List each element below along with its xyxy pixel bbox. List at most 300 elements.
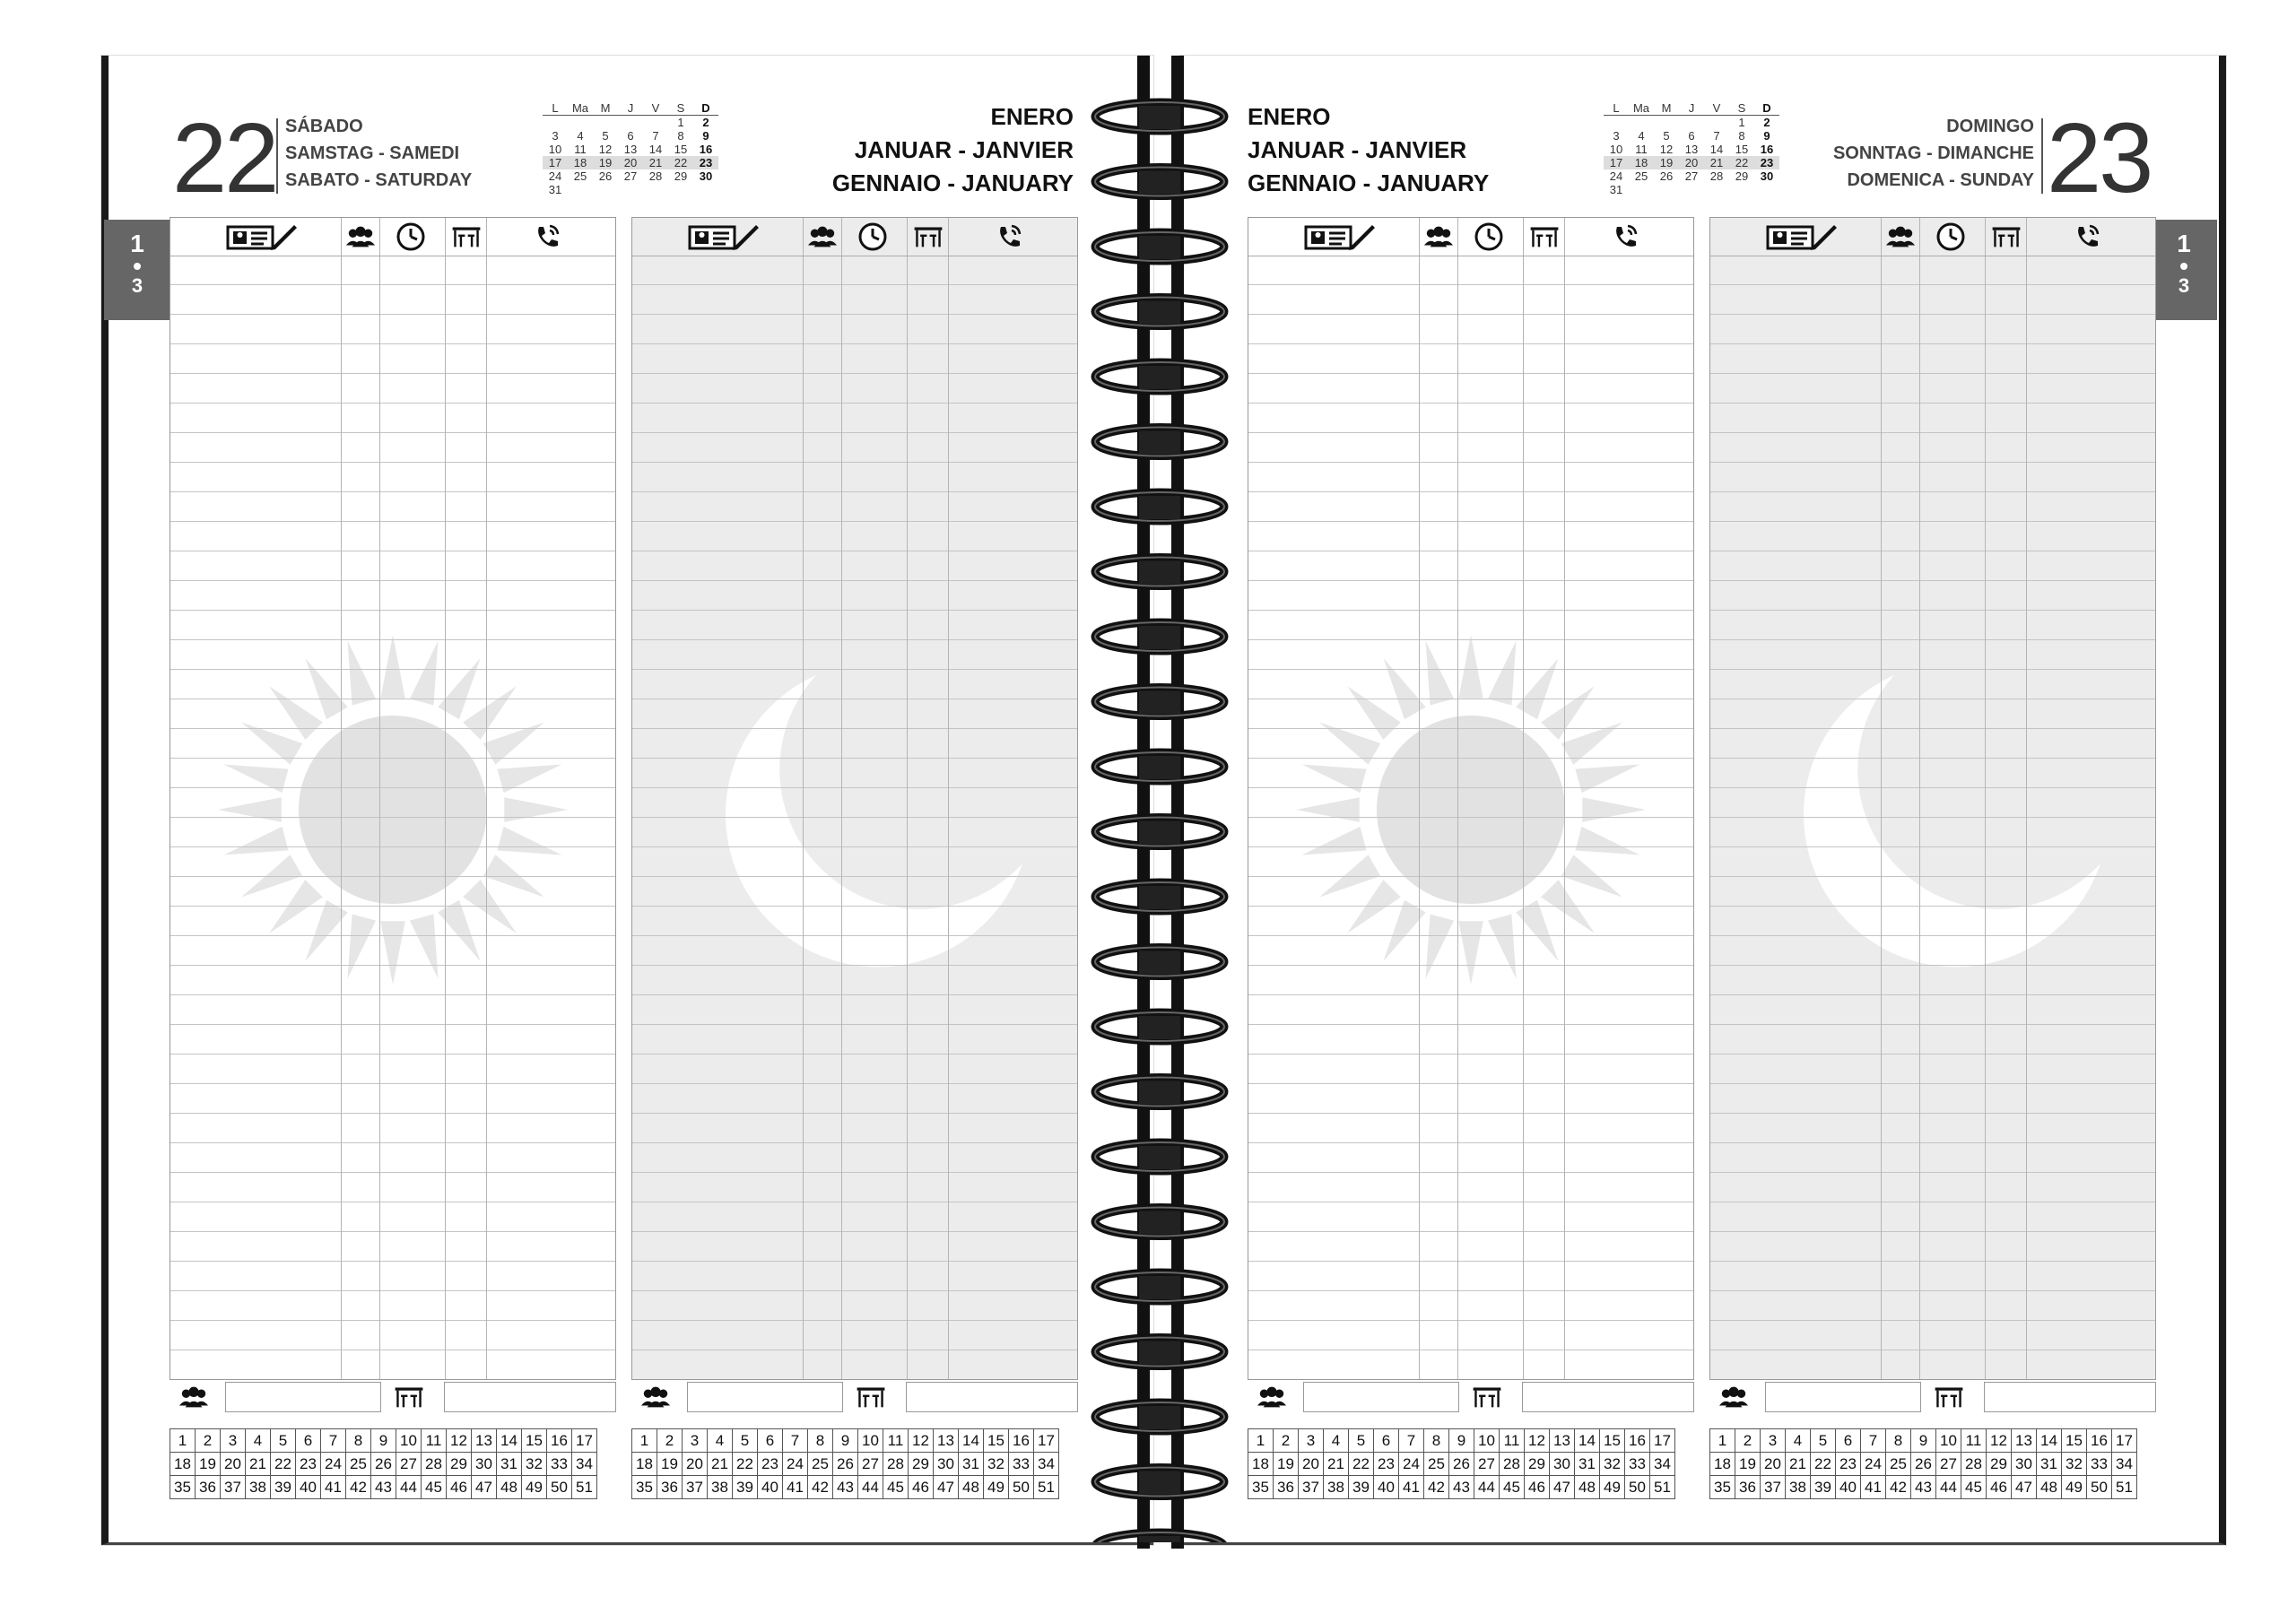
mini-cal-day: 17 <box>543 156 568 169</box>
number-cell[interactable]: 47 <box>2012 1476 2037 1499</box>
number-cell[interactable]: 40 <box>1374 1476 1399 1499</box>
number-cell[interactable]: 43 <box>371 1476 396 1499</box>
number-cell[interactable]: 4 <box>708 1429 733 1453</box>
mini-cal-day <box>568 116 593 130</box>
number-cell[interactable]: 45 <box>1500 1476 1525 1499</box>
meal-field[interactable] <box>1984 1382 2156 1412</box>
spiral-ring <box>1095 622 1224 651</box>
mini-cal-day: 11 <box>1635 143 1648 156</box>
number-cell[interactable]: 41 <box>783 1476 808 1499</box>
number-cell[interactable]: 10 <box>1474 1429 1500 1453</box>
number-cell[interactable]: 13 <box>2012 1429 2037 1453</box>
mini-cal-day: 17 <box>1604 156 1629 169</box>
number-cell[interactable]: 11 <box>422 1429 447 1453</box>
number-cell[interactable]: 40 <box>296 1476 321 1499</box>
guests-field[interactable] <box>687 1382 843 1412</box>
number-cell[interactable]: 16 <box>547 1429 572 1453</box>
number-cell[interactable]: 47 <box>934 1476 959 1499</box>
number-cell[interactable]: 33 <box>1009 1453 1034 1476</box>
ruled-lines <box>632 256 1077 1379</box>
number-cell[interactable]: 21 <box>708 1453 733 1476</box>
number-cell[interactable]: 15 <box>1600 1429 1625 1453</box>
number-cell[interactable]: 42 <box>1424 1476 1449 1499</box>
number-cell[interactable]: 49 <box>522 1476 547 1499</box>
number-cell[interactable]: 24 <box>1861 1453 1886 1476</box>
number-cell[interactable]: 29 <box>1525 1453 1550 1476</box>
spiral-ring <box>1095 1532 1224 1542</box>
number-cell[interactable]: 14 <box>1575 1429 1600 1453</box>
day-number-right: 23 <box>2047 103 2152 213</box>
number-cell[interactable]: 27 <box>1474 1453 1500 1476</box>
column-separator <box>1985 218 1986 1379</box>
mini-cal-day <box>1654 183 1679 196</box>
number-cell[interactable]: 12 <box>447 1429 472 1453</box>
number-cell[interactable]: 5 <box>1811 1429 1836 1453</box>
mini-cal-day: 24 <box>1609 169 1623 183</box>
number-cell[interactable]: 22 <box>1349 1453 1374 1476</box>
number-cell[interactable]: 46 <box>447 1476 472 1499</box>
number-cell[interactable]: 50 <box>547 1476 572 1499</box>
number-cell[interactable]: 22 <box>1811 1453 1836 1476</box>
number-cell[interactable]: 16 <box>1625 1429 1650 1453</box>
number-cell[interactable]: 23 <box>1836 1453 1861 1476</box>
meal-field[interactable] <box>444 1382 616 1412</box>
number-cell[interactable]: 2 <box>1735 1429 1761 1453</box>
mini-cal-day: 9 <box>1763 129 1770 143</box>
number-cell[interactable]: 30 <box>472 1453 497 1476</box>
number-cell[interactable]: 41 <box>321 1476 346 1499</box>
number-cell[interactable]: 46 <box>1525 1476 1550 1499</box>
meal-table-icon <box>1529 221 1560 252</box>
number-cell[interactable]: 4 <box>246 1429 271 1453</box>
mini-calendar-left <box>543 101 718 196</box>
number-cell[interactable]: 28 <box>422 1453 447 1476</box>
number-cell[interactable]: 12 <box>909 1429 934 1453</box>
number-cell[interactable]: 27 <box>396 1453 422 1476</box>
spiral-binding <box>1083 90 1236 1542</box>
month-names-right <box>1248 100 1489 200</box>
number-cell[interactable]: 26 <box>1911 1453 1936 1476</box>
number-cell[interactable]: 11 <box>883 1429 909 1453</box>
number-cell[interactable]: 48 <box>1575 1476 1600 1499</box>
number-grid <box>631 1428 1059 1499</box>
number-cell[interactable]: 14 <box>497 1429 522 1453</box>
number-cell[interactable]: 34 <box>1034 1453 1059 1476</box>
number-grid <box>1709 1428 2137 1499</box>
number-cell[interactable]: 11 <box>1500 1429 1525 1453</box>
footer-row <box>1248 1382 1692 1412</box>
mini-cal-day: 27 <box>623 169 638 183</box>
number-cell[interactable]: 21 <box>1324 1453 1349 1476</box>
mini-cal-header: L <box>1604 101 1629 116</box>
number-cell[interactable]: 19 <box>1735 1453 1761 1476</box>
number-cell[interactable]: 18 <box>632 1453 657 1476</box>
number-cell[interactable]: 35 <box>1248 1476 1274 1499</box>
guests-field[interactable] <box>1303 1382 1459 1412</box>
number-cell[interactable]: 49 <box>984 1476 1009 1499</box>
day-name-it-en: DOMENICA - SUNDAY <box>1847 170 2034 190</box>
number-cell[interactable]: 6 <box>1836 1429 1861 1453</box>
number-cell[interactable]: 1 <box>170 1429 196 1453</box>
mini-cal-day: 7 <box>1713 129 1720 143</box>
number-cell[interactable]: 12 <box>1525 1429 1550 1453</box>
number-cell[interactable]: 8 <box>1424 1429 1449 1453</box>
mini-cal-header: S <box>1729 101 1754 116</box>
number-cell[interactable]: 43 <box>1911 1476 1936 1499</box>
mini-cal-day: 16 <box>699 143 713 156</box>
number-cell[interactable]: 15 <box>984 1429 1009 1453</box>
column-header <box>632 218 1077 256</box>
number-cell[interactable]: 44 <box>1474 1476 1500 1499</box>
group-icon <box>640 1382 671 1412</box>
number-cell[interactable]: 20 <box>683 1453 708 1476</box>
mini-calendar-right <box>1604 101 1779 196</box>
number-cell[interactable]: 7 <box>321 1429 346 1453</box>
number-cell[interactable]: 26 <box>1449 1453 1474 1476</box>
meal-table-icon <box>856 1382 886 1412</box>
number-cell[interactable]: 2 <box>657 1429 683 1453</box>
number-cell[interactable]: 1 <box>632 1429 657 1453</box>
number-cell[interactable]: 18 <box>170 1453 196 1476</box>
number-cell[interactable]: 38 <box>246 1476 271 1499</box>
number-cell[interactable]: 45 <box>1961 1476 1987 1499</box>
number-cell[interactable]: 33 <box>1625 1453 1650 1476</box>
number-cell[interactable]: 3 <box>683 1429 708 1453</box>
number-cell[interactable]: 4 <box>1324 1429 1349 1453</box>
number-cell[interactable]: 13 <box>934 1429 959 1453</box>
mini-cal-day <box>568 183 593 196</box>
number-cell[interactable]: 8 <box>808 1429 833 1453</box>
number-cell[interactable]: 23 <box>758 1453 783 1476</box>
number-cell[interactable]: 32 <box>522 1453 547 1476</box>
ruled-lines <box>1710 256 2155 1379</box>
column-separator <box>841 218 842 1379</box>
number-cell[interactable]: 10 <box>1936 1429 1961 1453</box>
number-cell[interactable]: 14 <box>959 1429 984 1453</box>
number-cell[interactable]: 9 <box>1449 1429 1474 1453</box>
mini-cal-day: 23 <box>1754 156 1779 169</box>
number-cell[interactable]: 5 <box>271 1429 296 1453</box>
number-cell[interactable]: 17 <box>1650 1429 1675 1453</box>
column-separator <box>1523 218 1524 1379</box>
month-name-it-en: GENNAIO - JANUARY <box>831 169 1074 196</box>
mini-cal-day <box>618 116 643 130</box>
number-cell[interactable]: 36 <box>657 1476 683 1499</box>
number-cell[interactable]: 39 <box>733 1476 758 1499</box>
guests-field[interactable] <box>1765 1382 1921 1412</box>
number-cell[interactable]: 30 <box>1550 1453 1575 1476</box>
column-separator <box>907 218 908 1379</box>
clock-icon <box>1935 221 1966 252</box>
number-cell[interactable]: 44 <box>396 1476 422 1499</box>
number-cell[interactable]: 19 <box>1274 1453 1299 1476</box>
number-cell[interactable]: 18 <box>1710 1453 1735 1476</box>
number-grid <box>1248 1428 1675 1499</box>
number-cell[interactable]: 36 <box>1274 1476 1299 1499</box>
number-cell[interactable]: 33 <box>2087 1453 2112 1476</box>
number-cell[interactable]: 51 <box>572 1476 597 1499</box>
number-cell[interactable]: 43 <box>1449 1476 1474 1499</box>
number-cell[interactable]: 39 <box>271 1476 296 1499</box>
number-cell[interactable]: 51 <box>2112 1476 2137 1499</box>
number-cell[interactable]: 4 <box>1786 1429 1811 1453</box>
number-cell[interactable]: 6 <box>296 1429 321 1453</box>
number-cell[interactable]: 19 <box>657 1453 683 1476</box>
group-icon <box>178 1382 209 1412</box>
mini-cal-day: 6 <box>1688 129 1695 143</box>
number-cell[interactable]: 28 <box>883 1453 909 1476</box>
number-cell[interactable]: 50 <box>1625 1476 1650 1499</box>
number-cell[interactable]: 28 <box>1961 1453 1987 1476</box>
mini-cal-header: S <box>668 101 693 116</box>
number-cell[interactable]: 1 <box>1248 1429 1274 1453</box>
number-cell[interactable]: 33 <box>547 1453 572 1476</box>
number-cell[interactable]: 47 <box>472 1476 497 1499</box>
number-cell[interactable]: 38 <box>708 1476 733 1499</box>
number-cell[interactable]: 15 <box>522 1429 547 1453</box>
number-cell[interactable]: 36 <box>1735 1476 1761 1499</box>
number-cell[interactable]: 20 <box>1761 1453 1786 1476</box>
number-cell[interactable]: 16 <box>2087 1429 2112 1453</box>
number-cell[interactable]: 31 <box>2037 1453 2062 1476</box>
number-cell[interactable]: 51 <box>1650 1476 1675 1499</box>
number-cell[interactable]: 29 <box>1987 1453 2012 1476</box>
number-cell[interactable]: 8 <box>1886 1429 1911 1453</box>
number-cell[interactable]: 36 <box>196 1476 221 1499</box>
group-icon <box>345 221 376 252</box>
spiral-ring <box>1095 882 1224 911</box>
number-cell[interactable]: 13 <box>1550 1429 1575 1453</box>
number-cell[interactable]: 35 <box>170 1476 196 1499</box>
number-cell[interactable]: 42 <box>346 1476 371 1499</box>
mini-cal-header: Ma <box>568 101 593 116</box>
number-cell[interactable]: 15 <box>2062 1429 2087 1453</box>
number-cell[interactable]: 45 <box>422 1476 447 1499</box>
number-cell[interactable]: 31 <box>959 1453 984 1476</box>
number-cell[interactable]: 25 <box>346 1453 371 1476</box>
number-cell[interactable]: 9 <box>371 1429 396 1453</box>
mini-cal-day: 19 <box>593 156 618 169</box>
mini-cal-day: 25 <box>1634 169 1648 183</box>
number-cell[interactable]: 43 <box>833 1476 858 1499</box>
number-cell[interactable]: 7 <box>783 1429 808 1453</box>
meal-table-icon <box>1934 1382 1964 1412</box>
number-cell[interactable]: 47 <box>1550 1476 1575 1499</box>
number-cell[interactable]: 6 <box>1374 1429 1399 1453</box>
number-cell[interactable]: 5 <box>1349 1429 1374 1453</box>
number-cell[interactable]: 28 <box>1500 1453 1525 1476</box>
mini-cal-day <box>1704 116 1729 130</box>
clock-icon <box>857 221 888 252</box>
number-cell[interactable]: 21 <box>246 1453 271 1476</box>
number-cell[interactable]: 13 <box>472 1429 497 1453</box>
mini-cal-day <box>693 183 718 196</box>
number-cell[interactable]: 49 <box>2062 1476 2087 1499</box>
mini-cal-day: 23 <box>693 156 718 169</box>
number-cell[interactable]: 11 <box>1961 1429 1987 1453</box>
mini-cal-day <box>543 116 568 130</box>
number-cell[interactable]: 41 <box>1399 1476 1424 1499</box>
number-cell[interactable]: 34 <box>1650 1453 1675 1476</box>
number-cell[interactable]: 12 <box>1987 1429 2012 1453</box>
number-cell[interactable]: 31 <box>1575 1453 1600 1476</box>
number-cell[interactable]: 37 <box>683 1476 708 1499</box>
number-cell[interactable]: 27 <box>1936 1453 1961 1476</box>
number-cell[interactable]: 32 <box>1600 1453 1625 1476</box>
number-cell[interactable]: 27 <box>858 1453 883 1476</box>
mini-cal-day: 13 <box>623 143 638 156</box>
phone-icon <box>1610 221 1640 252</box>
number-cell[interactable]: 24 <box>321 1453 346 1476</box>
number-cell[interactable]: 17 <box>1034 1429 1059 1453</box>
mini-cal-header: Ma <box>1629 101 1654 116</box>
number-cell[interactable]: 51 <box>1034 1476 1059 1499</box>
number-cell[interactable]: 14 <box>2037 1429 2062 1453</box>
mini-cal-day: 2 <box>1763 116 1770 129</box>
number-cell[interactable]: 50 <box>2087 1476 2112 1499</box>
mini-cal-day <box>1754 183 1779 196</box>
number-cell[interactable]: 39 <box>1349 1476 1374 1499</box>
number-cell[interactable]: 44 <box>858 1476 883 1499</box>
number-cell[interactable]: 46 <box>909 1476 934 1499</box>
number-cell[interactable]: 29 <box>909 1453 934 1476</box>
number-cell[interactable]: 25 <box>808 1453 833 1476</box>
number-cell[interactable]: 8 <box>346 1429 371 1453</box>
number-cell[interactable]: 32 <box>2062 1453 2087 1476</box>
number-cell[interactable]: 10 <box>858 1429 883 1453</box>
mini-cal-day: 1 <box>677 116 684 129</box>
number-cell[interactable]: 17 <box>572 1429 597 1453</box>
meal-field[interactable] <box>906 1382 1078 1412</box>
number-cell[interactable]: 7 <box>1399 1429 1424 1453</box>
number-cell[interactable]: 10 <box>396 1429 422 1453</box>
ruled-lines <box>1248 256 1693 1379</box>
number-cell[interactable]: 5 <box>733 1429 758 1453</box>
number-cell[interactable]: 9 <box>833 1429 858 1453</box>
number-cell[interactable]: 6 <box>758 1429 783 1453</box>
mini-cal-day: 13 <box>1684 143 1699 156</box>
number-cell[interactable]: 34 <box>2112 1453 2137 1476</box>
spiral-ring <box>1095 492 1224 521</box>
spiral-ring <box>1095 168 1224 196</box>
number-cell[interactable]: 32 <box>984 1453 1009 1476</box>
month-name-it-en: GENNAIO - JANUARY <box>1248 169 1490 196</box>
column-separator <box>1419 218 1420 1379</box>
number-cell[interactable]: 22 <box>271 1453 296 1476</box>
number-cell[interactable]: 29 <box>447 1453 472 1476</box>
mini-cal-day: 28 <box>648 169 663 183</box>
number-cell[interactable]: 41 <box>1861 1476 1886 1499</box>
number-cell[interactable]: 20 <box>221 1453 246 1476</box>
day-column <box>170 217 616 1380</box>
number-cell[interactable]: 9 <box>1911 1429 1936 1453</box>
number-cell[interactable]: 31 <box>497 1453 522 1476</box>
number-cell[interactable]: 24 <box>783 1453 808 1476</box>
number-cell[interactable]: 30 <box>934 1453 959 1476</box>
number-cell[interactable]: 35 <box>1710 1476 1735 1499</box>
number-cell[interactable]: 3 <box>1761 1429 1786 1453</box>
number-cell[interactable]: 23 <box>296 1453 321 1476</box>
number-cell[interactable]: 24 <box>1399 1453 1424 1476</box>
number-cell[interactable]: 17 <box>2112 1429 2137 1453</box>
number-cell[interactable]: 16 <box>1009 1429 1034 1453</box>
number-cell[interactable]: 34 <box>572 1453 597 1476</box>
number-cell[interactable]: 40 <box>1836 1476 1861 1499</box>
mini-cal-day: 9 <box>702 129 709 143</box>
meal-field[interactable] <box>1522 1382 1694 1412</box>
number-cell[interactable]: 50 <box>1009 1476 1034 1499</box>
number-cell[interactable]: 38 <box>1324 1476 1349 1499</box>
group-icon <box>1423 221 1454 252</box>
number-cell[interactable]: 48 <box>2037 1476 2062 1499</box>
spiral-ring <box>1095 428 1224 456</box>
number-cell[interactable]: 18 <box>1248 1453 1274 1476</box>
number-cell[interactable]: 26 <box>833 1453 858 1476</box>
mini-cal-day: 30 <box>1760 169 1774 183</box>
contact-card-icon <box>688 221 760 252</box>
mini-cal-day: 18 <box>1629 156 1654 169</box>
number-cell[interactable]: 26 <box>371 1453 396 1476</box>
number-cell[interactable]: 3 <box>1299 1429 1324 1453</box>
column-separator <box>445 218 446 1379</box>
number-cell[interactable]: 3 <box>221 1429 246 1453</box>
number-cell[interactable]: 7 <box>1861 1429 1886 1453</box>
number-cell[interactable]: 30 <box>2012 1453 2037 1476</box>
number-cell[interactable]: 19 <box>196 1453 221 1476</box>
mini-cal-day <box>1679 183 1704 196</box>
month-name-es: ENERO <box>1248 103 1331 130</box>
number-cell[interactable]: 2 <box>196 1429 221 1453</box>
number-cell[interactable]: 35 <box>632 1476 657 1499</box>
number-cell[interactable]: 42 <box>808 1476 833 1499</box>
number-cell[interactable]: 42 <box>1886 1476 1911 1499</box>
number-cell[interactable]: 21 <box>1786 1453 1811 1476</box>
number-cell[interactable]: 37 <box>1761 1476 1786 1499</box>
number-cell[interactable]: 38 <box>1786 1476 1811 1499</box>
evening-column <box>631 217 1078 1380</box>
number-cell[interactable]: 25 <box>1424 1453 1449 1476</box>
number-cell[interactable]: 39 <box>1811 1476 1836 1499</box>
guests-field[interactable] <box>225 1382 381 1412</box>
evening-column <box>1709 217 2156 1380</box>
number-cell[interactable]: 49 <box>1600 1476 1625 1499</box>
number-cell[interactable]: 2 <box>1274 1429 1299 1453</box>
mini-cal-day <box>643 183 668 196</box>
column-separator <box>1881 218 1882 1379</box>
mini-calendar-table-left <box>543 101 718 196</box>
number-cell[interactable]: 22 <box>733 1453 758 1476</box>
number-cell[interactable]: 23 <box>1374 1453 1399 1476</box>
number-cell[interactable]: 37 <box>221 1476 246 1499</box>
number-cell[interactable]: 48 <box>497 1476 522 1499</box>
mini-cal-day: 30 <box>699 169 713 183</box>
number-cell[interactable]: 37 <box>1299 1476 1324 1499</box>
number-cell[interactable]: 45 <box>883 1476 909 1499</box>
number-cell[interactable]: 1 <box>1710 1429 1735 1453</box>
number-cell[interactable]: 48 <box>959 1476 984 1499</box>
week-tab-right <box>2151 220 2217 320</box>
mini-cal-day: 14 <box>648 143 663 156</box>
mini-cal-day: 22 <box>1729 156 1754 169</box>
number-cell[interactable]: 25 <box>1886 1453 1911 1476</box>
mini-cal-day: 27 <box>1684 169 1699 183</box>
spiral-ring <box>1095 558 1224 586</box>
number-cell[interactable]: 44 <box>1936 1476 1961 1499</box>
number-cell[interactable]: 20 <box>1299 1453 1324 1476</box>
week-tab-dot <box>134 263 141 270</box>
number-cell[interactable]: 40 <box>758 1476 783 1499</box>
number-cell[interactable]: 46 <box>1987 1476 2012 1499</box>
